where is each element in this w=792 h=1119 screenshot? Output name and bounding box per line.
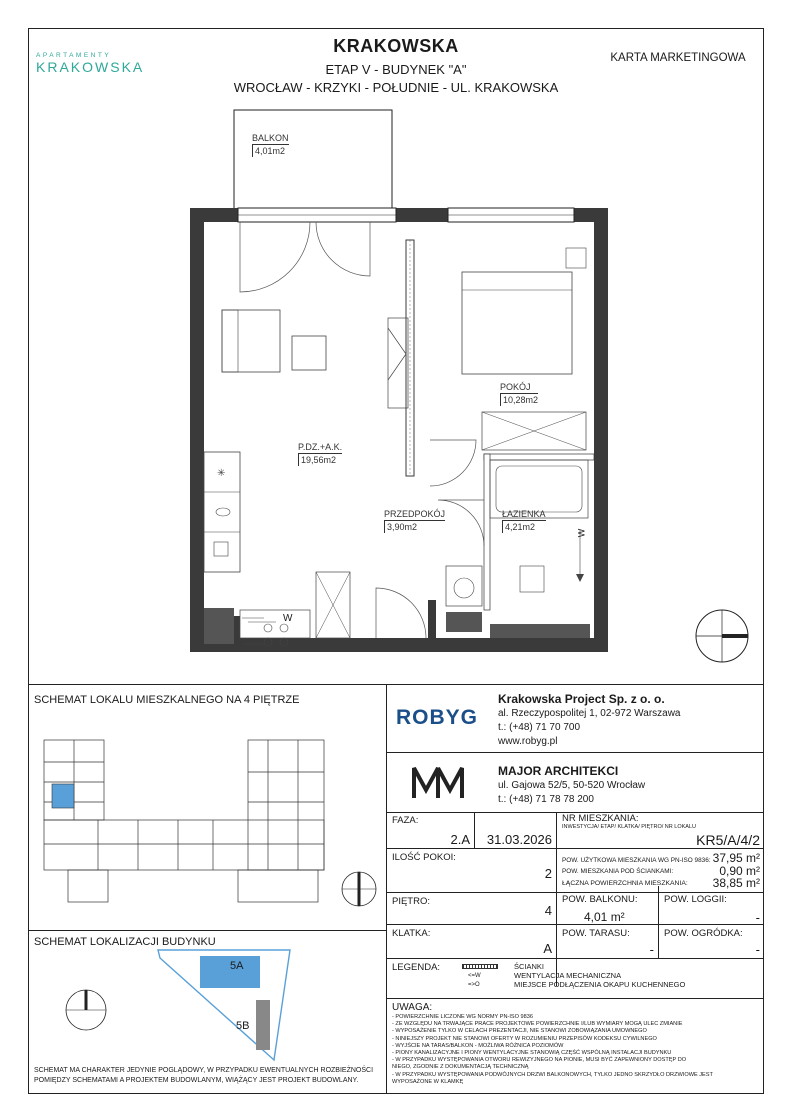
floor-label: PIĘTRO: xyxy=(392,896,431,907)
sofa xyxy=(222,310,280,372)
garden-label: POW. OGRÓDKA: xyxy=(664,928,743,939)
building-label-a: 5A xyxy=(230,960,244,972)
wall-south xyxy=(240,638,540,652)
nr-value: KR5/A/4/2 xyxy=(696,832,760,848)
building-scheme-title: SCHEMAT LOKALIZACJI BUDYNKU xyxy=(34,936,216,948)
area-usable-value: 37,95 m² xyxy=(712,851,760,865)
developer-phone: t.: (+48) 71 70 700 xyxy=(498,722,581,733)
scheme-disclaimer: SCHEMAT MA CHARAKTER JEDYNIE POGLĄDOWY, W PRZYPADKU EWENTUALNYCH ROZBIEŻNOŚCI POMIĘDZY SCHEMATAMI A PROJEKTEM BUDOWLANYM, WIĄŻĄCY JEST PROJEKT BUDOWLANY. xyxy=(34,1067,374,1084)
location-subtitle: WROCŁAW - KRZYKI - POŁUDNIE - UL. KRAKOWSKA xyxy=(233,80,559,95)
garden-value: - xyxy=(755,942,760,957)
terrace-label: POW. TARASU: xyxy=(562,928,630,939)
room-label-bedroom: POKÓJ 10,28m2 xyxy=(500,382,539,405)
wall-east xyxy=(540,208,608,652)
table xyxy=(292,336,326,370)
building-label-b: 5B xyxy=(236,1020,250,1032)
page-title: KRAKOWSKA xyxy=(333,36,459,56)
terrace-value: - xyxy=(649,942,654,957)
bed xyxy=(462,272,572,374)
building-scheme-diagram xyxy=(60,944,320,1064)
note-item: - WYJŚCIE NA TARAS/BALKON - MOŻLIWA RÓŻNICA POZIOMÓW xyxy=(392,1042,564,1049)
note-item: - WYPOSAŻENIE TYLKO W CELACH PREZENTACJI, NIE STANOWI ZOBOWIĄZANIA UMOWNEGO xyxy=(392,1028,647,1035)
legend-item: ŚCIANKI xyxy=(514,962,545,971)
notes-list xyxy=(392,1014,758,1086)
faza-value: 2.A xyxy=(450,832,470,847)
developer-name: Krakowska Project Sp. z o. o. xyxy=(498,692,665,706)
legend-wall-swatch xyxy=(462,964,498,969)
area-walls-value: 0,90 m² xyxy=(719,864,760,878)
room-label-hallway: PRZEDPOKÓJ 3,90m2 xyxy=(384,509,446,532)
brand-large: KRAKOWSKA xyxy=(36,59,145,75)
card-type: KARTA MARKETINGOWA xyxy=(610,52,746,64)
appliance-block xyxy=(204,608,234,644)
divider-scheme xyxy=(28,930,386,931)
note-item: WYPOSAŻONE W KLAMKĘ xyxy=(392,1078,464,1085)
floor-plan xyxy=(180,100,620,670)
area-total-label: ŁĄCZNA POWIERZCHNIA MIESZKANIA: xyxy=(562,880,688,887)
room-label-kitchen-living: P.DZ.+A.K. 19,56m2 xyxy=(298,442,343,465)
compass-icon xyxy=(694,608,750,664)
divider-vertical xyxy=(386,684,387,1094)
balcony-label: POW. BALKONU: xyxy=(562,894,638,905)
legend-symbol-vent: <=W xyxy=(468,973,481,979)
floor-scheme-diagram xyxy=(38,732,338,912)
area-total-value: 38,85 m² xyxy=(712,876,760,890)
stair-label: KLATKA: xyxy=(392,928,431,939)
area-walls-label: POW. MIESZKANIA POD ŚCIANKAMI: xyxy=(562,868,674,875)
architect-phone: t.: (+48) 71 78 78 200 xyxy=(498,794,594,805)
note-item: - W PRZYPADKU WYSTĘPOWANIA PODWÓJNYCH DRZWI BALKONOWYCH, TYLKO JEDNO SKRZYDŁO DRZWIOWE JEST xyxy=(392,1071,713,1078)
area-usable-label: POW. UŻYTKOWA MIESZKANIA WG PN-ISO 9836: xyxy=(562,857,711,864)
compass-small-icon xyxy=(340,870,378,908)
note-item: - W PRZYPADKU WYSTĘPOWANIA OTWORU REWIZYJNEGO NA PIONIE, MUSI BYĆ ZAPEWNIONY DOSTĘP DO xyxy=(392,1057,687,1064)
stage-subtitle: ETAP V - BUDYNEK "A" xyxy=(325,62,467,77)
room-label-balcony: BALKON 4,01m2 xyxy=(252,133,289,156)
balcony-outline xyxy=(234,110,392,210)
loggia-label: POW. LOGGII: xyxy=(664,894,727,905)
architect-address: ul. Gajowa 52/5, 50-520 Wrocław xyxy=(498,780,646,791)
floor-scheme-title: SCHEMAT LOKALU MIESZKALNEGO NA 4 PIĘTRZE xyxy=(34,694,300,706)
architect-logo-icon xyxy=(410,762,466,802)
wall-west xyxy=(190,208,240,652)
stair-value: A xyxy=(543,941,552,956)
nr-sublabel: INWESTYCJA/ ETAP/ KLATKA/ PIĘTRO/ NR LOKALU xyxy=(562,824,696,830)
legend-title: LEGENDA: xyxy=(392,962,441,973)
legend-item: WENTYLACJA MECHANICZNA xyxy=(514,971,622,980)
rooms-label: ILOŚĆ POKOI: xyxy=(392,852,456,863)
balcony-value: 4,01 m² xyxy=(584,910,625,924)
note-item: NIEGO, ZGODNIE Z DOKUMENTACJĄ TECHNICZNĄ xyxy=(392,1064,529,1071)
note-item: - ZE WZGLĘDU NA TRWAJĄCE PRACE PROJEKTOWE POWIERZCHNIE I/LUB WYMIARY MOGĄ ULEC ZMIANIE xyxy=(392,1021,683,1028)
developer-logo: ROBYG xyxy=(396,706,479,729)
architect-name: MAJOR ARCHITEKCI xyxy=(498,764,619,778)
note-item: - NINIEJSZY PROJEKT NIE STANOWI OFERTY W ROZUMIENIU PRZEPISÓW KODEKSU CYWILNEGO xyxy=(392,1035,657,1042)
loggia-value: - xyxy=(755,910,760,925)
wall-mid-top xyxy=(396,208,448,222)
divider-main xyxy=(28,684,764,685)
faza-label: FAZA: xyxy=(392,815,419,826)
svg-text:✳: ✳ xyxy=(217,468,226,479)
developer-address: al. Rzeczypospolitej 1, 02-972 Warszawa xyxy=(498,708,681,719)
brand-logo xyxy=(36,52,176,75)
divider-dev xyxy=(386,752,764,753)
legend-symbol-hood: =>O xyxy=(468,982,480,988)
rooms-value: 2 xyxy=(544,866,552,881)
floor-value: 4 xyxy=(544,903,552,918)
date-value: 31.03.2026 xyxy=(486,832,552,847)
brand-small: APARTAMENTY xyxy=(36,52,112,59)
highlighted-unit xyxy=(52,784,74,808)
developer-web[interactable]: www.robyg.pl xyxy=(498,736,558,747)
washer-mark-bath: W xyxy=(576,528,587,538)
legend-items xyxy=(514,962,685,989)
room-label-bathroom: ŁAZIENKA 4,21m2 xyxy=(502,509,546,532)
note-item: - PIONY KANALIZACYJNE I PIONY WENTYLACYJNE STANOWIĄ CZĘŚĆ WSPÓLNĄ INSTALACJI BUDYNKU xyxy=(392,1050,672,1057)
washer-mark: W xyxy=(283,613,293,624)
nr-label: NR MIESZKANIA: xyxy=(562,813,639,824)
note-item: - POWIERZCHNIE LICZONE WG NORMY PN-ISO 9836 xyxy=(392,1014,534,1020)
legend-item: MIEJSCE PODŁĄCZENIA OKAPU KUCHENNEGO xyxy=(514,980,686,989)
notes-title: UWAGA: xyxy=(392,1002,433,1013)
